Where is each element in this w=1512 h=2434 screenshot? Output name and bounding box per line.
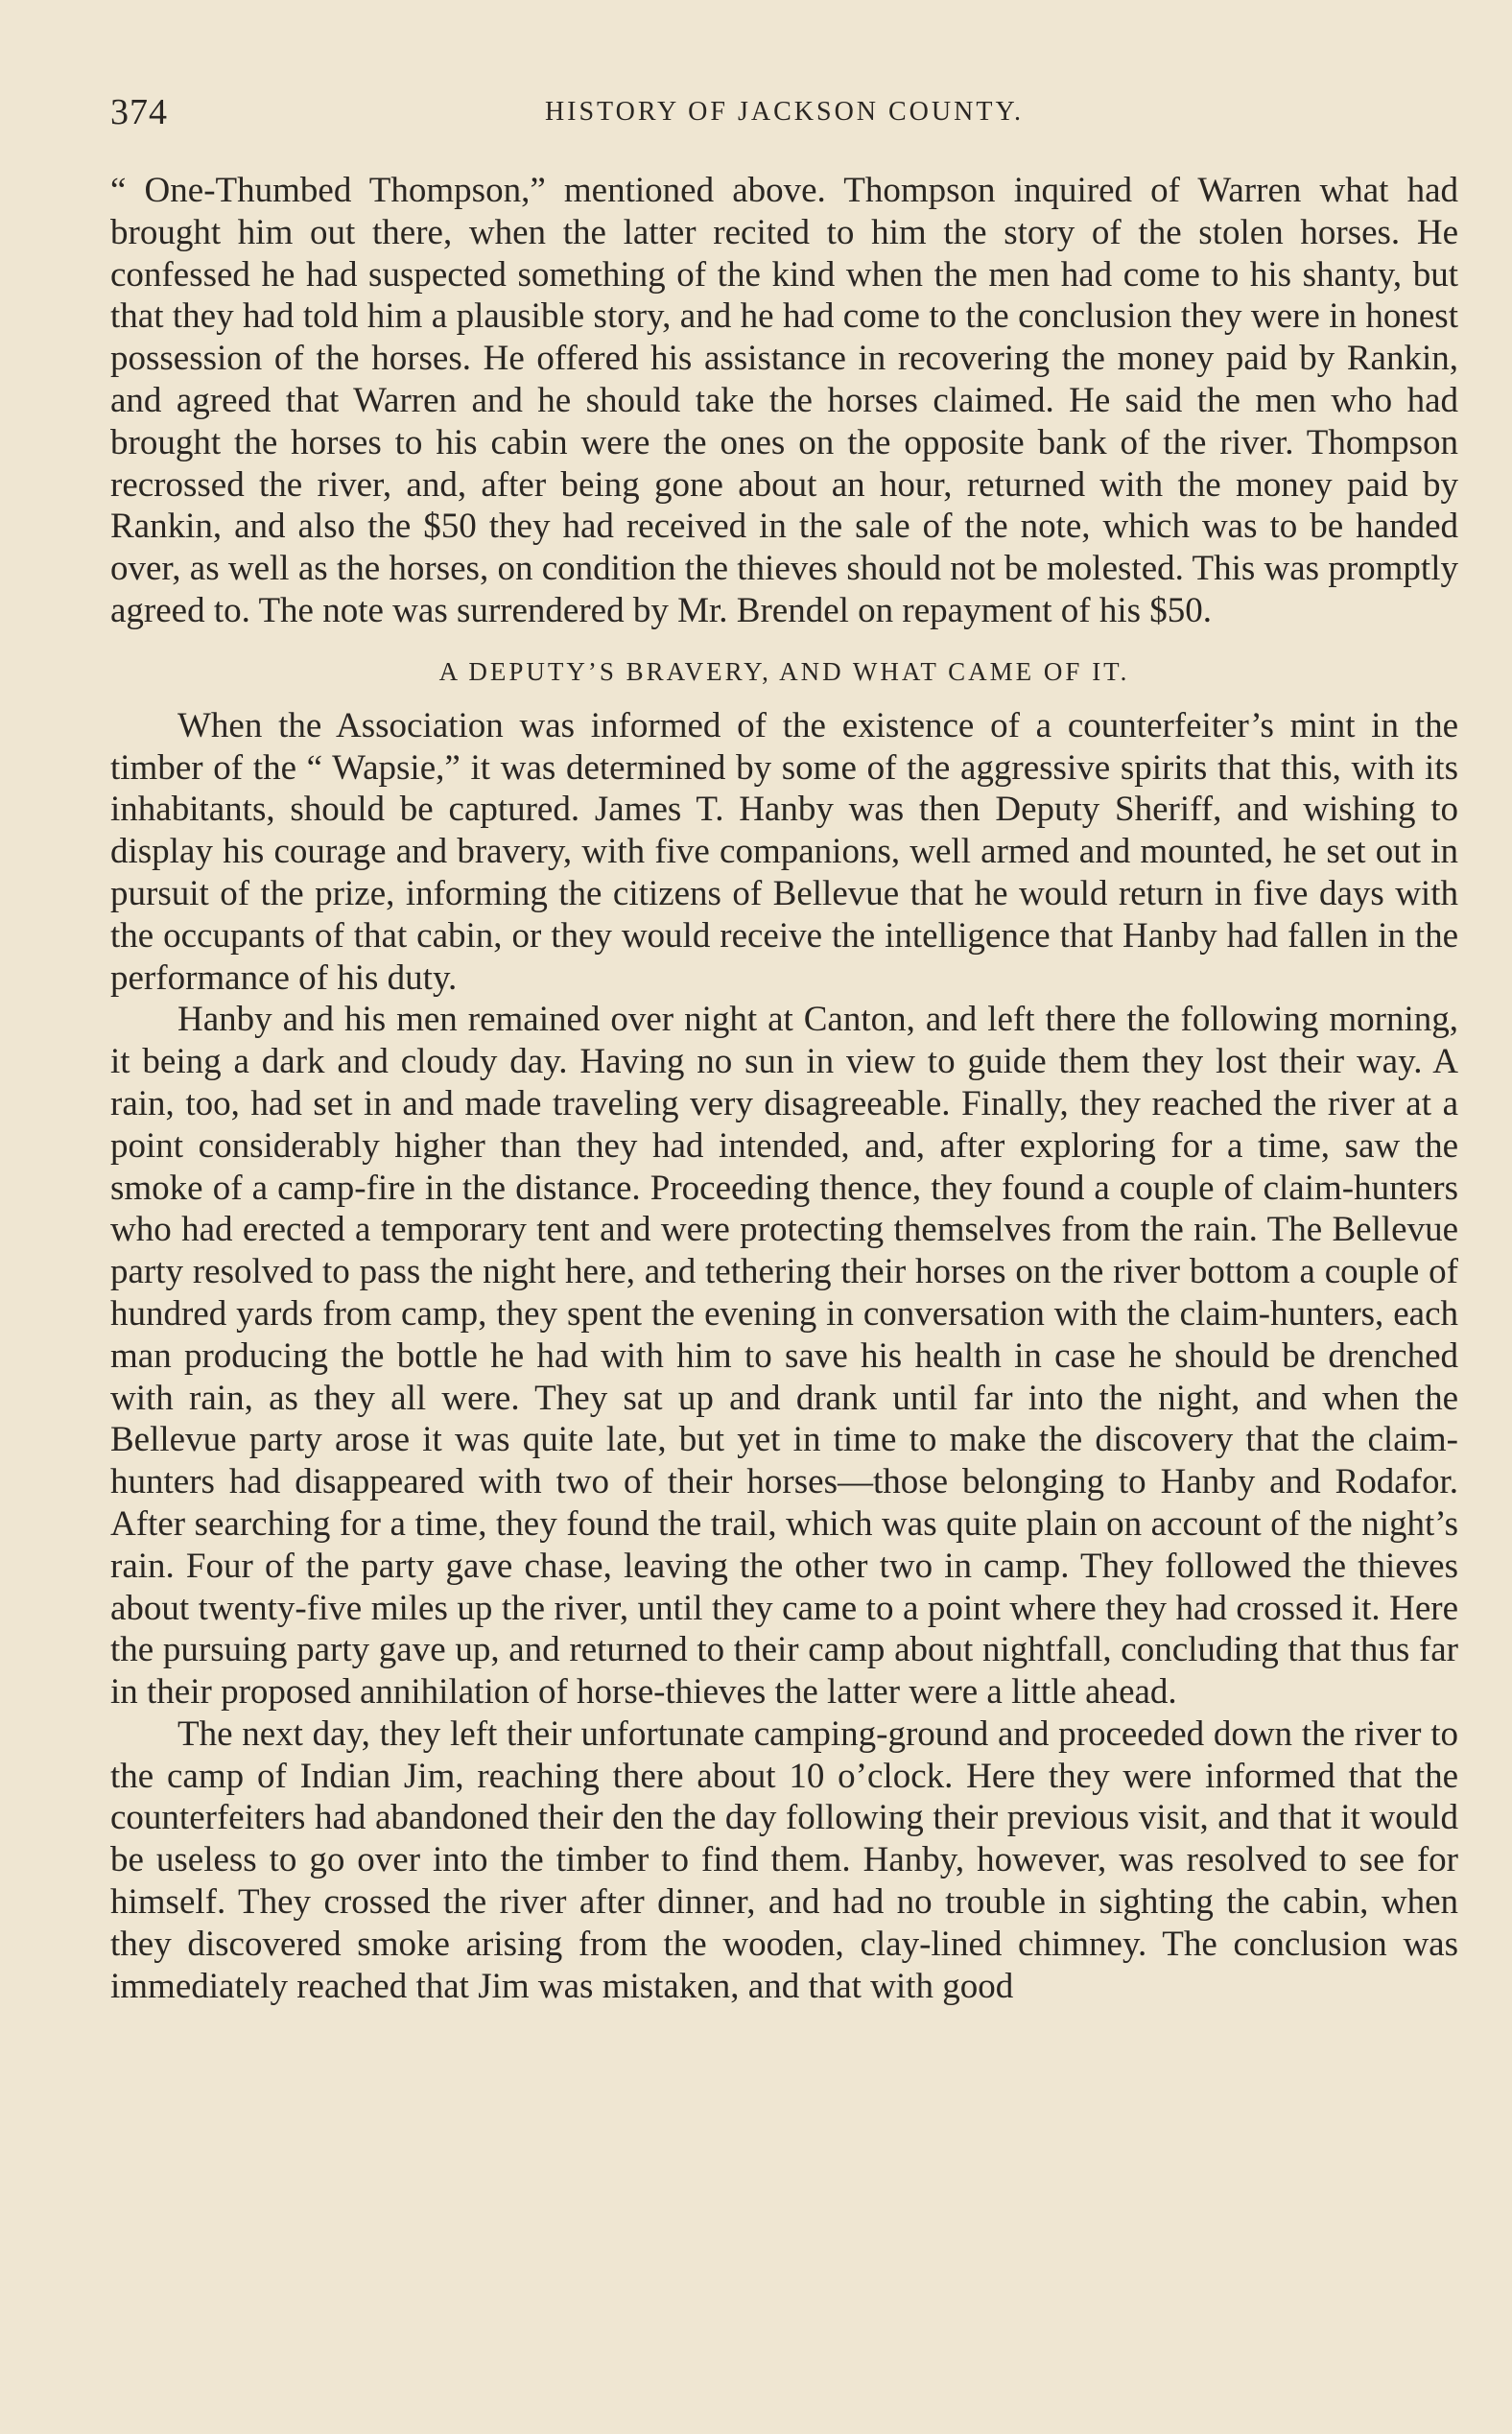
page-number: 374 xyxy=(110,92,168,132)
body-text xyxy=(110,170,1458,2007)
paragraph-2: When the Association was informed of the existence of a counterfeiter’s mint in the timber of the “ Wapsie,” it was determined by some of the aggressive spirits that this, with its inhabitants, should be captured. James T. Hanby was then Deputy Sheriff, and wishing to display his courage and bravery, with five companions, well armed and mounted, he set out in pursuit of the prize, informing the citizens of Bellevue that he would return in five days with the occupants of that cabin, or they would receive the intelligence that Hanby had fallen in the performance of his duty. xyxy=(110,705,1458,998)
paragraph-3: Hanby and his men remained over night at Canton, and left there the following morning, it being a dark and cloudy day. Having no sun in view to guide them they lost their way. A rain, too, had set in and made traveling very disagreeable. Finally, they reached the river at a point considerably higher than they had intended, and, after exploring for a time, saw the smoke of a camp-fire in the distance. Proceeding thence, they found a couple of claim-hunters who had erected a temporary tent and were protecting themselves from the rain. The Bellevue party resolved to pass the night here, and tethering their horses on the river bottom a couple of hundred yards from camp, they spent the evening in conversation with the claim-hunters, each man producing the bottle he had with him to save his health in case he should be drenched with rain, as they all were. They sat up and drank until far into the night, and when the Bellevue party arose it was quite late, but yet in time to make the discovery that the claim-hunters had disappeared with two of their horses—those belonging to Hanby and Rodafor. After searching for a time, they found the trail, which was quite plain on account of the night’s rain. Four of the party gave chase, leaving the other two in camp. They followed the thieves about twenty-five miles up the river, until they came to a point where they had crossed it. Here the pursuing party gave up, and returned to their camp about nightfall, concluding that thus far in their proposed annihilation of horse-thieves the latter were a little ahead. xyxy=(110,1000,1458,1713)
section-heading: A DEPUTY’S BRAVERY, AND WHAT CAME OF IT. xyxy=(438,656,1130,686)
paragraph-4: The next day, they left their unfortunate camping-ground and proceeded down the river to the camp of Indian Jim, reaching there about 10 o’clock. Here they were informed that the counterfeiters had abandoned their den the day following their previous visit, and that it would be useless to go over into the timber to find them. Hanby, however, was resolved to see for himself. They crossed the river after dinner, and had no trouble in sighting the cabin, when they discovered smoke arising from the wooden, clay-lined chimney. The conclusion was immediately reached that Jim was mistaken, and that with good xyxy=(110,1713,1458,2006)
running-title: HISTORY OF JACKSON COUNTY. xyxy=(544,97,1025,127)
running-head xyxy=(110,91,1458,149)
paragraph-1: “ One-Thumbed Thompson,” mentioned above. Thompson inquired of Warren what had brought him out there, when the latter recited to him the story of the stolen horses. He confessed he had suspected something of the kind when the men had come to his shanty, but that they had told him a plausible story, and he had come to the conclusion they were in honest possession of the horses. He offered his assistance in recovering the money paid by Rankin, and agreed that Warren and he should take the horses claimed. He said the men who had brought the horses to his cabin were the ones on the opposite bank of the river. Thompson recrossed the river, and, after being gone about an hour, returned with the money paid by Rankin, and also the $50 they had received in the sale of the note, which was to be handed over, as well as the horses, on condition the thieves should not be molested. This was promptly agreed to. The note was surrendered by Mr. Brendel on repayment of his $50. xyxy=(110,171,1458,630)
